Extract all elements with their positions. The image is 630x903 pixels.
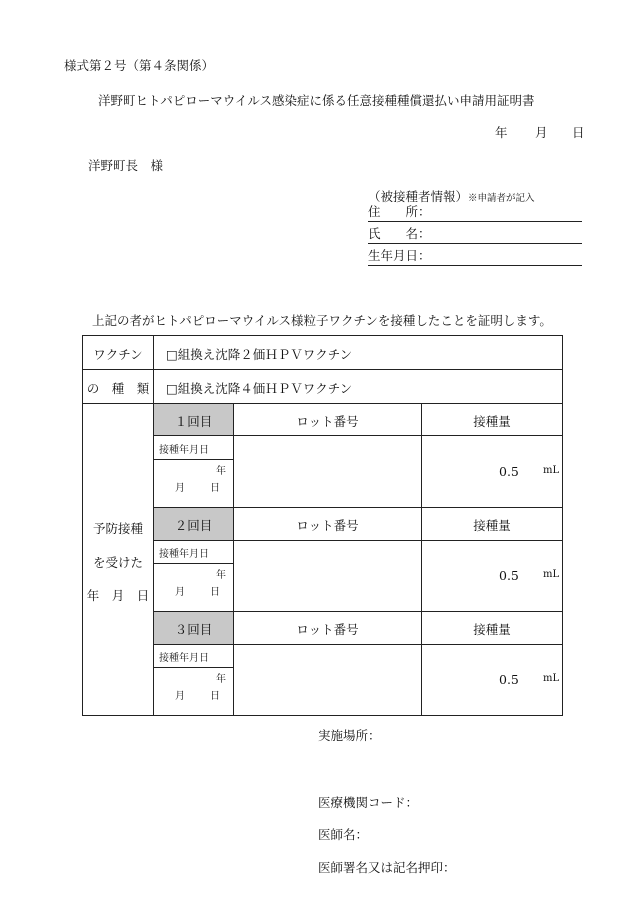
- form-number: 様式第２号（第４条関係）: [64, 58, 215, 73]
- round2-label: ２回目: [174, 518, 213, 533]
- round1-date-header: 接種年月日: [159, 445, 209, 456]
- statement: 上記の者がヒトパピローマウイルス様粒子ワクチンを接種したことを証明します。: [92, 313, 552, 328]
- round2-month: 月: [175, 587, 185, 598]
- date-day-label: 日: [572, 125, 585, 140]
- document-title: 洋野町ヒトパピローマウイルス感染症に係る任意接種種償還払い申請用証明書: [98, 93, 535, 108]
- round3-unit: mL: [543, 673, 560, 684]
- birthdate-field[interactable]: [368, 249, 582, 266]
- table-line: [153, 563, 233, 564]
- date-year-label: 年: [495, 125, 508, 140]
- birthdate-label: 生年月日：: [368, 248, 431, 263]
- round1-dose-header: 接種量: [473, 414, 511, 429]
- institution-code-label: 医療機関コード：: [318, 795, 419, 810]
- round2-date-header: 接種年月日: [159, 549, 209, 560]
- vaccine-type-label-2: の 種 類: [86, 381, 150, 396]
- round3-day: 日: [210, 691, 220, 702]
- round2-lot-header: ロット番号: [296, 518, 359, 533]
- round3-month: 月: [175, 691, 185, 702]
- recipient-note: ※申請者が記入: [468, 193, 535, 204]
- addressee: 洋野町長 様: [88, 158, 164, 173]
- vaccination-table: [82, 335, 563, 716]
- vaccine-option-quadrivalent[interactable]: □組換え沈降４価ＨＰＶワクチン: [166, 381, 353, 396]
- round1-day: 日: [210, 483, 220, 494]
- round1-month: 月: [175, 483, 185, 494]
- table-line: [83, 369, 562, 370]
- round1-dose: 0.5: [499, 464, 519, 479]
- vaccination-label-3: 年 月 日: [86, 588, 150, 603]
- date-month-label: 月: [535, 125, 548, 140]
- round3-dose: 0.5: [499, 672, 519, 687]
- round1-lot-header: ロット番号: [296, 414, 359, 429]
- round2-year: 年: [216, 570, 226, 581]
- place-label: 実施場所：: [318, 728, 381, 743]
- address-label: 住 所：: [368, 204, 431, 219]
- table-line: [153, 644, 562, 645]
- doctor-name-label: 医師名：: [318, 827, 369, 842]
- table-line: [421, 403, 422, 715]
- vaccine-option-bivalent[interactable]: □組換え沈降２価ＨＰＶワクチン: [166, 347, 353, 362]
- table-line: [233, 403, 234, 715]
- vaccine-type-label-1: ワクチン: [93, 347, 143, 362]
- table-line: [153, 435, 562, 436]
- round3-dose-header: 接種量: [473, 622, 511, 637]
- table-line: [83, 403, 562, 404]
- table-line: [153, 507, 562, 508]
- round3-label: ３回目: [174, 622, 213, 637]
- round3-lot-header: ロット番号: [296, 622, 359, 637]
- round1-unit: mL: [543, 465, 560, 476]
- table-line: [153, 459, 233, 460]
- recipient-section-label: （被接種者情報）: [368, 189, 469, 204]
- name-label: 氏 名：: [368, 226, 431, 241]
- round2-dose: 0.5: [499, 568, 519, 583]
- name-field[interactable]: [368, 227, 582, 244]
- round2-unit: mL: [543, 569, 560, 580]
- round1-year: 年: [216, 466, 226, 477]
- vaccination-label-1: 予防接種: [92, 521, 143, 536]
- round1-label: １回目: [174, 414, 213, 429]
- round2-day: 日: [210, 587, 220, 598]
- table-line: [153, 611, 562, 612]
- address-field[interactable]: [368, 205, 582, 222]
- round3-date-header: 接種年月日: [159, 653, 209, 664]
- round2-dose-header: 接種量: [473, 518, 511, 533]
- table-line: [153, 667, 233, 668]
- vaccination-label-2: を受けた: [92, 555, 143, 570]
- table-line: [153, 540, 562, 541]
- round3-year: 年: [216, 674, 226, 685]
- doctor-signature-label: 医師署名又は記名押印：: [318, 860, 456, 875]
